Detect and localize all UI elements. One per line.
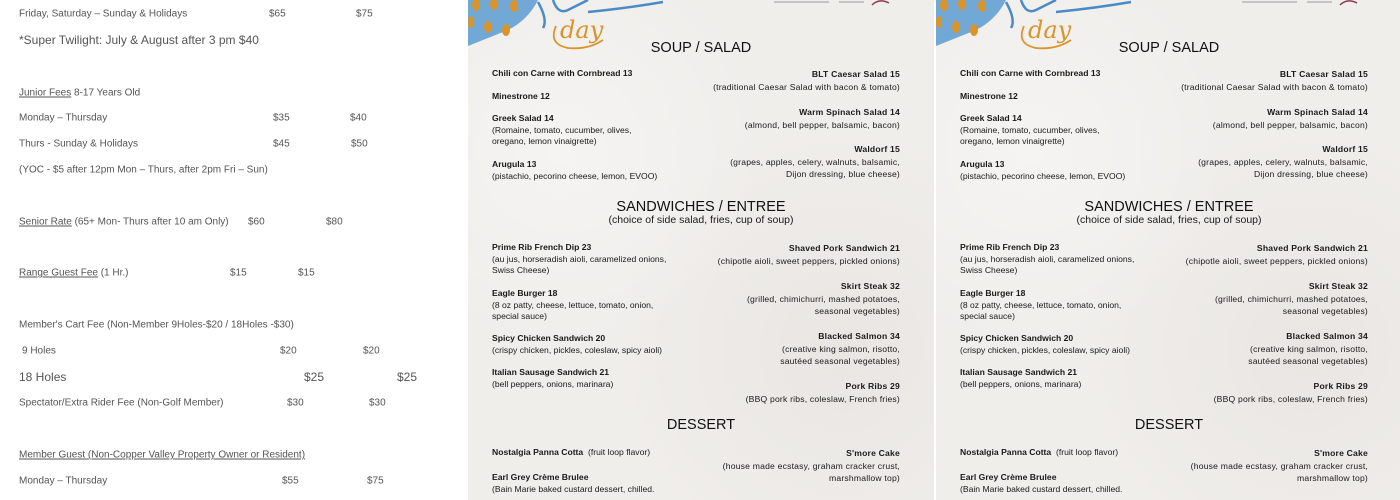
item-name: Nostalgia Panna Cotta (492, 447, 584, 457)
item-name: Warm Spinach Salad 14 (799, 107, 900, 117)
item-description: (grilled, chimichurri, mashed potatoes, seasonal vegetables) (1215, 293, 1368, 316)
fee-price: $15 (298, 267, 315, 279)
menu-item (1181, 68, 1368, 93)
item-name: Nostalgia Panna Cotta (960, 447, 1052, 457)
item-name: Eagle Burger 18 (492, 288, 558, 298)
item-description: (house made ecstasy, graham cracker crust, marshmallow top) (722, 460, 900, 483)
item-name: BLT Caesar Salad 15 (811, 69, 900, 79)
item-name: Skirt Steak 32 (840, 281, 900, 291)
cart-fee-heading: Member's Cart Fee (Non-Member 9Holes-$20 / 18Holes -$30) (19, 319, 294, 331)
section-heading-soup-salad: SOUP / SALAD (1118, 40, 1220, 56)
fee-price: $15 (230, 267, 247, 279)
item-description: (BBQ pork ribs, coleslaw, French fries) (1213, 393, 1368, 404)
item-description: (crispy chicken, pickles, coleslaw, spicy aioli) (492, 344, 663, 355)
section-subheading: (choice of side salad, fries, cup of soup) (1076, 214, 1262, 226)
section-heading-soup-salad: SOUP / SALAD (650, 40, 752, 56)
item-name: Waldorf 15 (854, 144, 900, 154)
fee-label: (1 Hr.) (97, 267, 129, 279)
brand-logo (1242, 0, 1362, 8)
fee-price: $40 (350, 112, 367, 124)
fee-price: $30 (287, 397, 304, 409)
menu-item (730, 143, 900, 181)
menu-item (492, 113, 631, 148)
item-description: (almond, bell pepper, balsamic, bacon) (1212, 119, 1368, 130)
menu-item (492, 242, 666, 277)
item-description: (grapes, apples, celery, walnuts, balsamic, Dijon dressing, blue cheese) (730, 156, 900, 179)
menu-item (960, 367, 1081, 390)
menu-item (1215, 280, 1368, 318)
menu-item (723, 447, 900, 485)
menu-item (960, 288, 1121, 323)
menu-item (713, 68, 900, 93)
menu-item (492, 367, 613, 390)
item-description: (grilled, chimichurri, mashed potatoes, seasonal vegetables) (747, 293, 900, 316)
fee-label: (65+ Mon- Thurs after 10 am Only) (71, 216, 229, 228)
item-description: (traditional Caesar Salad with bacon & tomato) (713, 81, 900, 92)
menu-item (1191, 447, 1368, 485)
item-name: Spicy Chicken Sandwich 20 (492, 333, 606, 343)
item-name: Waldorf 15 (1322, 144, 1368, 154)
item-description: (crispy chicken, pickles, coleslaw, spicy aioli) (960, 344, 1131, 355)
item-description: (grapes, apples, celery, walnuts, balsamic, Dijon dressing, blue cheese) (1198, 156, 1368, 179)
heading-underlined: Range Guest Fee (19, 267, 98, 279)
fee-label: Thurs - Sunday & Holidays (19, 138, 138, 150)
heading-underlined: Junior Fees (19, 87, 72, 99)
item-description: (chipotle aioli, sweet peppers, pickled onions) (717, 255, 900, 266)
item-name: Arugula 13 (492, 159, 537, 169)
fee-price: $80 (326, 216, 343, 228)
item-name: BLT Caesar Salad 15 (1279, 69, 1368, 79)
item-name: Earl Grey Crème Brulee (492, 472, 589, 482)
item-name: Arugula 13 (960, 159, 1005, 169)
menu-item (492, 91, 550, 103)
menu-item (960, 242, 1134, 277)
brand-logo (774, 0, 894, 8)
junior-fees-heading (19, 88, 140, 99)
fee-label: Friday, Saturday – Sunday & Holidays (19, 8, 188, 20)
item-name: Blacked Salmon 34 (1286, 331, 1368, 341)
menu-item (492, 68, 632, 80)
section-heading-dessert: DESSERT (1134, 417, 1204, 433)
item-name: Italian Sausage Sandwich 21 (492, 367, 610, 377)
fee-label: Monday – Thursday (19, 475, 108, 487)
member-guest-heading (19, 450, 305, 461)
fee-row (19, 9, 187, 20)
item-description: (au jus, horseradish aioli, caramelized onions, Swiss Cheese) (492, 253, 667, 275)
menu-item (747, 280, 900, 318)
item-name: Warm Spinach Salad 14 (1267, 107, 1368, 117)
item-name: Skirt Steak 32 (1308, 281, 1368, 291)
item-name: Greek Salad 14 (960, 113, 1022, 123)
item-description: (Bain Marie baked custard dessert, chilled. (960, 483, 1123, 494)
item-name: S'more Cake (846, 448, 900, 458)
item-description: (Bain Marie baked custard dessert, chilled. (492, 483, 655, 494)
item-description: (bell peppers, onions, marinara) (492, 378, 614, 389)
fee-price: $25 (397, 370, 418, 384)
svg-text:day: day (560, 16, 604, 44)
item-description: (creative king salmon, risotto, sautéed seasonal vegetables) (1248, 343, 1368, 366)
menu-image (468, 0, 934, 500)
item-description: (pistachio, pecorino cheese, lemon, EVOO) (960, 170, 1126, 181)
item-description: (fruit loop flavor) (1051, 447, 1119, 457)
range-fee-row (19, 268, 129, 279)
fee-price: $30 (369, 397, 386, 409)
fee-price: $45 (273, 138, 290, 150)
item-name: Blacked Salmon 34 (818, 331, 900, 341)
item-description: (fruit loop flavor) (583, 447, 651, 457)
item-description: (8 oz patty, cheese, lettuce, tomato, onion, special sauce) (960, 299, 1122, 321)
section-heading-sandwiches: SANDWICHES / ENTREE (616, 199, 786, 215)
item-name: Prime Rib French Dip 23 (960, 242, 1060, 252)
item-description: (8 oz patty, cheese, lettuce, tomato, onion, special sauce) (492, 299, 654, 321)
menu-item (745, 106, 900, 131)
menu-item (1214, 380, 1368, 405)
item-description: (bell peppers, onions, marinara) (960, 378, 1082, 389)
item-name: Minestrone 12 (960, 91, 1018, 101)
item-name: S'more Cake (1314, 448, 1368, 458)
item-name: Greek Salad 14 (492, 113, 554, 123)
item-name: Spicy Chicken Sandwich 20 (960, 333, 1074, 343)
menu-image-duplicate (936, 0, 1400, 500)
menu-item (1186, 242, 1368, 267)
item-name: Pork Ribs 29 (1313, 381, 1368, 391)
menu-item (1248, 330, 1368, 368)
item-description: (pistachio, pecorino cheese, lemon, EVOO) (492, 170, 658, 181)
section-heading-dessert: DESSERT (666, 417, 736, 433)
item-name: Italian Sausage Sandwich 21 (960, 367, 1078, 377)
item-description: (almond, bell pepper, balsamic, bacon) (744, 119, 900, 130)
fee-label: 9 Holes (22, 345, 56, 357)
menu-item (492, 159, 657, 182)
menu-item (1213, 106, 1368, 131)
menu-item (960, 68, 1100, 80)
menu-item (960, 472, 1122, 495)
fee-price: $20 (363, 345, 380, 357)
item-name: Chili con Carne with Cornbread 13 (492, 68, 633, 78)
fee-price: $65 (269, 8, 286, 20)
item-name: Shaved Pork Sandwich 21 (1256, 243, 1368, 253)
heading-underlined: Member Guest (Non-Copper Valley Property Owner or Resident) (19, 449, 306, 461)
fee-price: $25 (304, 370, 325, 384)
menu-item (492, 472, 654, 495)
item-name: Chili con Carne with Cornbread 13 (960, 68, 1101, 78)
fee-label: Spectator/Extra Rider Fee (Non-Golf Member) (19, 397, 224, 409)
menu-item (718, 242, 900, 267)
menu-item (960, 333, 1130, 356)
svg-text:day: day (1028, 16, 1072, 44)
item-name: Eagle Burger 18 (960, 288, 1026, 298)
fee-label: Monday – Thursday (19, 112, 108, 124)
section-subheading: (choice of side salad, fries, cup of soup) (608, 214, 794, 226)
item-description: (au jus, horseradish aioli, caramelized onions, Swiss Cheese) (960, 253, 1135, 275)
item-name: Prime Rib French Dip 23 (492, 242, 592, 252)
item-name: Pork Ribs 29 (845, 381, 900, 391)
item-description: (creative king salmon, risotto, sautéed seasonal vegetables) (780, 343, 900, 366)
menu-item (960, 447, 1118, 459)
item-description: (house made ecstasy, graham cracker crust, marshmallow top) (1190, 460, 1368, 483)
fee-price: $55 (282, 475, 299, 487)
fee-price: $35 (273, 112, 290, 124)
fee-price: $75 (367, 475, 384, 487)
item-description: (BBQ pork ribs, coleslaw, French fries) (745, 393, 900, 404)
menu-item (1198, 143, 1368, 181)
menu-item (780, 330, 900, 368)
item-description: (traditional Caesar Salad with bacon & tomato) (1181, 81, 1368, 92)
fee-price: $50 (351, 138, 368, 150)
fee-price: $20 (280, 345, 297, 357)
menu-item (492, 333, 662, 356)
menu-item (492, 447, 650, 459)
item-description: (chipotle aioli, sweet peppers, pickled onions) (1185, 255, 1368, 266)
item-description: (Romaine, tomato, cucumber, olives, oregano, lemon vinaigrette) (960, 124, 1100, 146)
menu-item (960, 159, 1125, 182)
item-name: Minestrone 12 (492, 91, 550, 101)
fee-note: (YOC - $5 after 12pm Mon – Thurs, after 2pm Fri – Sun) (19, 164, 268, 176)
menu-item (960, 113, 1099, 148)
item-name: Earl Grey Crème Brulee (960, 472, 1057, 482)
menu-item (746, 380, 900, 405)
item-name: Shaved Pork Sandwich 21 (788, 243, 900, 253)
green-fees-page (0, 0, 468, 500)
super-twilight-note: *Super Twilight: July & August after 3 pm $40 (19, 33, 259, 47)
heading-underlined: Senior Rate (19, 216, 72, 228)
fee-price: $75 (356, 8, 373, 20)
fee-label: 18 Holes (19, 370, 67, 384)
fee-price: $60 (248, 216, 265, 228)
item-description: (Romaine, tomato, cucumber, olives, oregano, lemon vinaigrette) (492, 124, 632, 146)
menu-item (960, 91, 1018, 103)
fee-label: 8-17 Years Old (71, 87, 141, 99)
section-heading-sandwiches: SANDWICHES / ENTREE (1084, 199, 1254, 215)
senior-rate-row (19, 217, 229, 228)
menu-item (492, 288, 653, 323)
